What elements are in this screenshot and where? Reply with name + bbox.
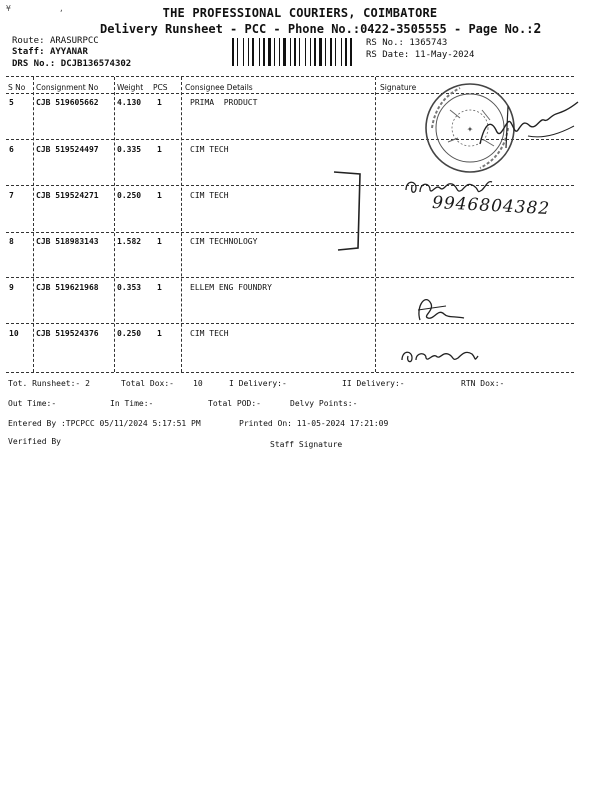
barcode-bar <box>343 38 344 66</box>
barcode-bar <box>252 38 254 66</box>
ii-delivery: II Delivery:- <box>342 379 405 388</box>
barcode-bar <box>279 38 280 66</box>
barcode-bar <box>341 38 342 66</box>
rs-no-line: RS No.: 1365743 <box>366 38 448 48</box>
barcode-bar <box>314 38 316 66</box>
row-consignment: CJB 519524271 <box>36 191 99 200</box>
barcode-bar <box>255 38 258 66</box>
row-consignee: PRIMA PRODUCT <box>190 98 258 107</box>
row-weight: 0.250 <box>117 329 142 338</box>
row-weight: 0.250 <box>117 191 142 200</box>
company-title: THE PROFESSIONAL COURIERS, COIMBATORE <box>162 6 438 20</box>
consignee-signature-scribble <box>478 96 586 156</box>
barcode-bar <box>330 38 332 66</box>
row-weight: 0.353 <box>117 283 142 292</box>
col-header-weight: Weight <box>117 83 144 92</box>
barcode-bar <box>259 38 260 66</box>
in-time: In Time:- <box>110 399 154 408</box>
scan-speck-icon: ¥ , <box>6 4 64 13</box>
barcode-bar <box>266 38 267 66</box>
barcode-bar <box>245 38 247 66</box>
barcode-bar <box>312 38 313 66</box>
row-pcs: 1 <box>157 98 162 107</box>
col-header-signature: Signature <box>380 83 417 92</box>
barcode-bar <box>345 38 347 66</box>
row-pcs: 1 <box>157 191 162 200</box>
barcode-bar <box>248 38 249 66</box>
page-number: 2 <box>533 22 542 37</box>
row-consignment: CJB 519621968 <box>36 283 99 292</box>
barcode-bar <box>232 38 234 66</box>
column-divider <box>33 77 34 372</box>
row-weight: 0.335 <box>117 145 142 154</box>
row-pcs: 1 <box>157 329 162 338</box>
row-sno: 8 <box>9 237 14 246</box>
route-line: Route: ARASURPCC <box>12 36 99 46</box>
total-pod: Total POD:- <box>208 399 261 408</box>
barcode-bar <box>263 38 265 66</box>
barcode-bar <box>305 38 306 66</box>
barcode-bar <box>317 38 318 66</box>
barcode-bar <box>335 38 336 66</box>
row-rule <box>6 323 574 324</box>
row-consignment: CJB 519524376 <box>36 329 99 338</box>
runsheet-title: Delivery Runsheet - PCC - Phone No.:0422-3505555 - Page No.:2 <box>100 22 542 37</box>
barcode-bar <box>243 38 244 66</box>
row-consignee: CIM TECH <box>190 145 229 154</box>
out-time: Out Time:- <box>8 399 57 408</box>
row-weight: 4.130 <box>117 98 142 107</box>
col-header-pcs: PCS <box>153 83 168 92</box>
col-header-sno: S No <box>8 83 26 92</box>
barcode-bar <box>319 38 322 66</box>
table-bottom-rule <box>6 372 574 373</box>
row-sno: 9 <box>9 283 14 292</box>
col-header-consignee: Consignee Details <box>185 83 253 92</box>
barcode-bar <box>301 38 304 66</box>
table-top-rule <box>6 76 574 77</box>
barcode-bar <box>261 38 262 66</box>
barcode-bar <box>323 38 324 66</box>
consignee-signature-scribble <box>410 288 470 326</box>
row-sno: 10 <box>9 329 19 338</box>
barcode-bar <box>325 38 326 66</box>
barcode-bar <box>250 38 251 66</box>
column-divider <box>114 77 115 372</box>
row-rule <box>6 232 574 233</box>
barcode-bar <box>287 38 289 66</box>
delvy-points: Delvy Points:- <box>290 399 358 408</box>
barcode-bar <box>276 38 278 66</box>
row-consignment: CJB 518983143 <box>36 237 99 246</box>
row-consignment: CJB 519605662 <box>36 98 99 107</box>
verified-by: Verified By <box>8 437 61 446</box>
barcode-bar <box>272 38 273 66</box>
col-header-consignment: Consignment No <box>36 83 99 92</box>
barcode-bar <box>307 38 309 66</box>
total-dox-value: 10 <box>193 379 203 388</box>
barcode-bar <box>290 38 291 66</box>
barcode-bar <box>297 38 298 66</box>
row-pcs: 1 <box>157 145 162 154</box>
barcode-bar <box>310 38 311 66</box>
row-consignee: CIM TECH <box>190 329 229 338</box>
printed-on: Printed On: 11-05-2024 17:21:09 <box>239 419 389 428</box>
entered-by: Entered By :TPCPCC 05/11/2024 5:17:51 PM <box>8 419 201 428</box>
column-divider <box>181 77 182 372</box>
handwritten-receiver-name <box>398 340 482 366</box>
barcode-bar <box>348 38 349 66</box>
row-sno: 7 <box>9 191 14 200</box>
staff-line: Staff: AYYANAR <box>12 47 88 57</box>
column-divider <box>375 77 376 372</box>
barcode-bar <box>350 38 352 66</box>
row-pcs: 1 <box>157 283 162 292</box>
row-consignment: CJB 519524497 <box>36 145 99 154</box>
barcode-bar <box>237 38 238 66</box>
barcode-bar <box>337 38 340 66</box>
barcode-bar <box>235 38 236 66</box>
row-sno: 5 <box>9 98 14 107</box>
barcode <box>232 38 362 66</box>
row-consignee: ELLEM ENG FOUNDRY <box>190 283 272 292</box>
drs-line: DRS No.: DCJB136574302 <box>12 59 132 69</box>
rtn-dox: RTN Dox:- <box>461 379 505 388</box>
row-weight: 1.582 <box>117 237 142 246</box>
tot-runsheet: Tot. Runsheet:- 2 <box>8 379 90 388</box>
total-dox-label: Total Dox:- <box>121 379 174 388</box>
row-rule <box>6 277 574 278</box>
barcode-bar <box>239 38 242 66</box>
barcode-bar <box>333 38 334 66</box>
barcode-bar <box>299 38 300 66</box>
handwritten-bracket-mark <box>330 168 366 254</box>
i-delivery: I Delivery:- <box>229 379 287 388</box>
barcode-bar <box>268 38 271 66</box>
barcode-bar <box>274 38 275 66</box>
barcode-bar <box>327 38 329 66</box>
barcode-bar <box>283 38 286 66</box>
row-consignee: CIM TECHNOLOGY <box>190 237 258 246</box>
row-consignee: CIM TECH <box>190 191 229 200</box>
staff-signature: Staff Signature <box>270 440 343 449</box>
rs-date-line: RS Date: 11-May-2024 <box>366 50 475 60</box>
barcode-bar <box>281 38 282 66</box>
handwritten-phone-number: 9946804382 <box>431 192 551 220</box>
row-sno: 6 <box>9 145 14 154</box>
row-pcs: 1 <box>157 237 162 246</box>
barcode-bar <box>292 38 293 66</box>
svg-text:✦: ✦ <box>466 125 474 134</box>
barcode-bar <box>294 38 296 66</box>
